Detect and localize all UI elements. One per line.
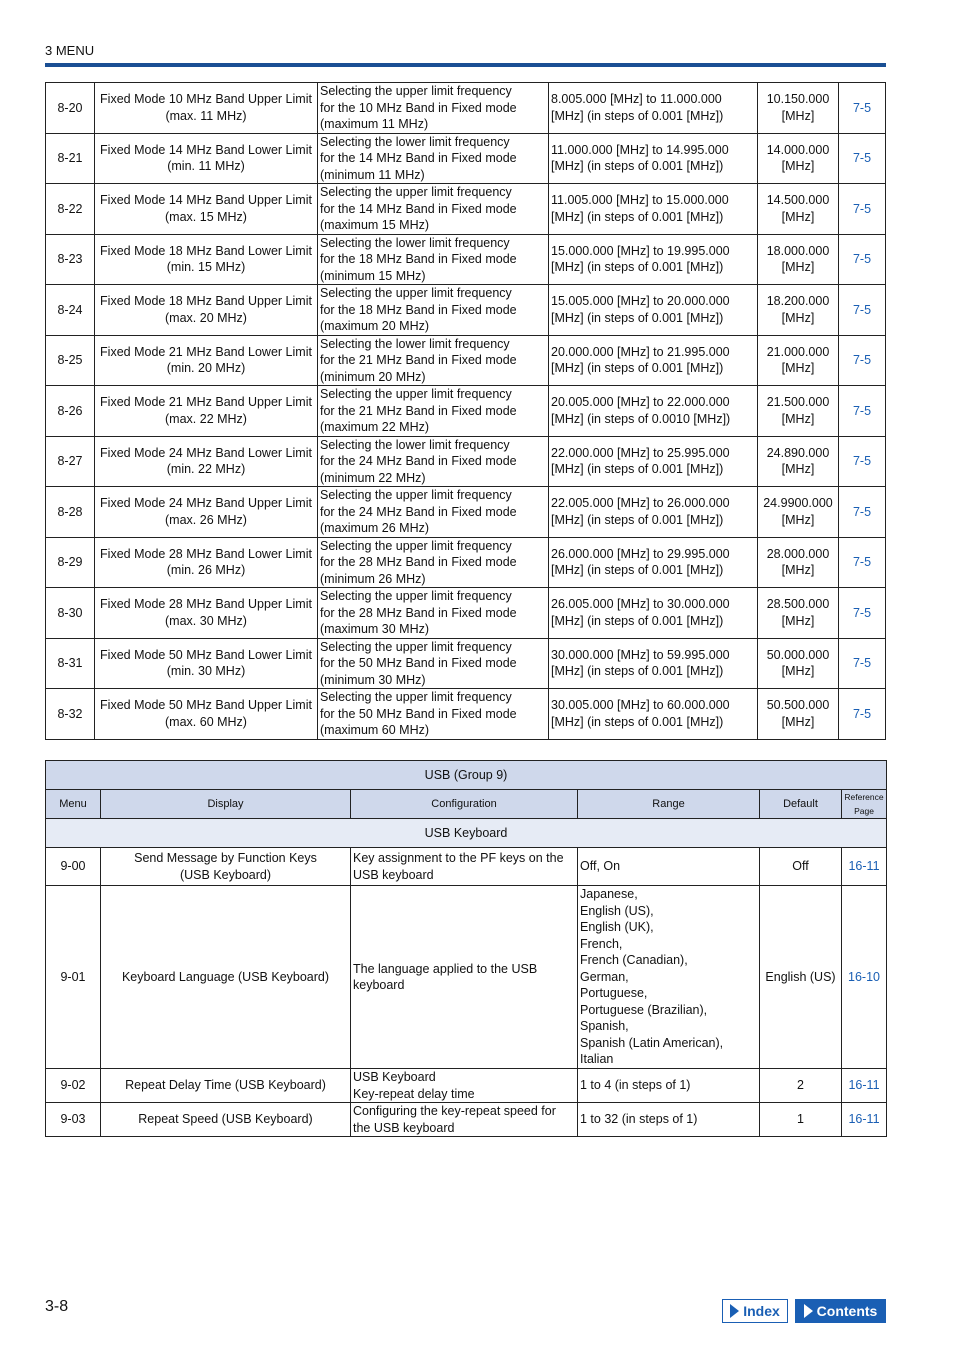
default-cell bbox=[758, 689, 839, 740]
configuration-line: (maximum 20 MHz) bbox=[320, 319, 430, 333]
configuration-cell bbox=[351, 886, 578, 1069]
display-line: (max. 20 MHz) bbox=[165, 310, 247, 325]
menu-number-cell: 9-00 bbox=[46, 848, 101, 886]
configuration-line: (maximum 30 MHz) bbox=[320, 622, 430, 636]
table-row bbox=[46, 487, 886, 538]
range-line: 22.000.000 [MHz] to 25.995.000 bbox=[551, 445, 730, 460]
default-cell: English (US) bbox=[760, 886, 842, 1069]
range-cell bbox=[549, 689, 758, 740]
menu-number-cell: 8-24 bbox=[46, 285, 95, 336]
column-header-configuration: Configuration bbox=[351, 790, 578, 819]
configuration-line: USB Keyboard bbox=[353, 1070, 436, 1084]
configuration-line: Selecting the upper limit frequency bbox=[320, 286, 512, 300]
range-line: [MHz] (in steps of 0.001 [MHz]) bbox=[551, 159, 724, 174]
range-line: [MHz] (in steps of 0.001 [MHz]) bbox=[551, 462, 724, 477]
range-cell bbox=[549, 335, 758, 386]
configuration-line: (minimum 11 MHz) bbox=[320, 167, 425, 182]
configuration-cell bbox=[318, 386, 549, 437]
range-line: 8.005.000 [MHz] to 11.000.000 bbox=[551, 92, 722, 107]
display-line: (min. 20 MHz) bbox=[166, 361, 246, 376]
configuration-cell bbox=[318, 638, 549, 689]
configuration-line: (minimum 20 MHz) bbox=[320, 369, 426, 384]
reference-page-link[interactable]: 16-11 bbox=[842, 1069, 887, 1103]
configuration-line: Selecting the upper limit frequency bbox=[320, 84, 512, 98]
configuration-line: for the 50 MHz Band in Fixed mode bbox=[320, 706, 517, 721]
header-rule bbox=[45, 63, 886, 67]
display-line: Fixed Mode 50 MHz Band Upper Limit bbox=[100, 698, 312, 713]
table-row bbox=[46, 234, 886, 285]
default-cell bbox=[758, 83, 839, 134]
configuration-line: Selecting the lower limit frequency bbox=[320, 336, 510, 351]
default-cell bbox=[758, 487, 839, 538]
range-cell bbox=[549, 588, 758, 639]
display-cell bbox=[95, 689, 318, 740]
menu-number-cell: 9-01 bbox=[46, 886, 101, 1069]
configuration-cell bbox=[351, 1069, 578, 1103]
range-line: 26.005.000 [MHz] to 30.000.000 bbox=[551, 597, 730, 612]
configuration-line: for the 50 MHz Band in Fixed mode bbox=[320, 656, 517, 670]
configuration-line: (maximum 26 MHz) bbox=[320, 521, 430, 535]
usb-group-table bbox=[45, 760, 887, 1137]
table-row bbox=[46, 1103, 887, 1137]
range-cell bbox=[549, 184, 758, 235]
range-line: [MHz] (in steps of 0.001 [MHz]) bbox=[551, 310, 724, 325]
configuration-line: for the 24 MHz Band in Fixed mode bbox=[320, 504, 517, 519]
table-row bbox=[46, 537, 886, 588]
configuration-line: for the 28 MHz Band in Fixed mode bbox=[320, 555, 517, 569]
default-line: [MHz] bbox=[781, 563, 815, 578]
range-line: 26.000.000 [MHz] to 29.995.000 bbox=[551, 546, 730, 561]
column-header-range: Range bbox=[578, 790, 760, 819]
fixed-mode-table bbox=[45, 82, 886, 740]
default-line: [MHz] bbox=[781, 411, 815, 426]
configuration-cell bbox=[318, 588, 549, 639]
page-number: 3-8 bbox=[45, 1298, 69, 1315]
range-line: [MHz] (in steps of 0.001 [MHz]) bbox=[551, 664, 724, 679]
reference-page-link[interactable]: 7-5 bbox=[839, 638, 886, 689]
reference-page-link[interactable]: 7-5 bbox=[839, 335, 886, 386]
configuration-cell bbox=[318, 487, 549, 538]
display-line: Fixed Mode 21 MHz Band Upper Limit bbox=[100, 395, 312, 410]
display-line: Repeat Delay Time (USB Keyboard) bbox=[125, 1078, 326, 1093]
range-line: English (UK), bbox=[580, 920, 654, 935]
page-header-line: Page bbox=[854, 806, 874, 816]
range-line: 20.000.000 [MHz] to 21.995.000 bbox=[551, 344, 730, 359]
range-line: Spanish (Latin American), bbox=[580, 1035, 724, 1050]
configuration-line: Selecting the upper limit frequency bbox=[320, 589, 512, 603]
range-line: 15.005.000 [MHz] to 20.000.000 bbox=[551, 294, 730, 309]
configuration-cell bbox=[318, 83, 549, 134]
configuration-line: The language applied to the USB bbox=[353, 961, 538, 976]
default-line: [MHz] bbox=[781, 108, 815, 123]
column-header-reference-page bbox=[842, 790, 887, 819]
display-cell bbox=[95, 285, 318, 336]
display-line: (max. 26 MHz) bbox=[165, 512, 247, 527]
configuration-line: Selecting the upper limit frequency bbox=[320, 538, 512, 553]
default-line: 50.500.000 bbox=[766, 698, 830, 713]
default-line: [MHz] bbox=[781, 310, 815, 325]
configuration-cell bbox=[318, 335, 549, 386]
table-row bbox=[46, 133, 886, 184]
configuration-cell bbox=[318, 184, 549, 235]
configuration-line: Configuring the key-repeat speed for bbox=[353, 1104, 556, 1118]
reference-page-link[interactable]: 7-5 bbox=[839, 588, 886, 639]
display-line: Fixed Mode 50 MHz Band Lower Limit bbox=[100, 647, 312, 662]
range-line: English (US), bbox=[580, 903, 654, 918]
configuration-line: (maximum 22 MHz) bbox=[320, 420, 430, 434]
range-line: 30.000.000 [MHz] to 59.995.000 bbox=[551, 647, 730, 662]
menu-number-cell: 8-32 bbox=[46, 689, 95, 740]
configuration-line: (minimum 30 MHz) bbox=[320, 672, 426, 687]
configuration-line: Selecting the lower limit frequency bbox=[320, 134, 510, 149]
display-line: Repeat Speed (USB Keyboard) bbox=[138, 1112, 313, 1127]
default-line: [MHz] bbox=[781, 664, 815, 679]
reference-header-line: Reference bbox=[844, 792, 884, 802]
menu-number-cell: 8-22 bbox=[46, 184, 95, 235]
display-line: (max. 22 MHz) bbox=[165, 411, 247, 426]
reference-page-link[interactable]: 7-5 bbox=[839, 436, 886, 487]
reference-page-link[interactable]: 7-5 bbox=[839, 133, 886, 184]
range-cell bbox=[549, 487, 758, 538]
configuration-line: the USB keyboard bbox=[353, 1120, 455, 1135]
default-line: 14.000.000 bbox=[766, 142, 830, 157]
display-line: Send Message by Function Keys bbox=[134, 851, 317, 865]
column-header-default: Default bbox=[760, 790, 842, 819]
reference-page-link[interactable]: 7-5 bbox=[839, 537, 886, 588]
configuration-line: for the 21 MHz Band in Fixed mode bbox=[320, 403, 517, 418]
table-row bbox=[46, 638, 886, 689]
display-line: Fixed Mode 18 MHz Band Lower Limit bbox=[100, 243, 312, 258]
display-cell bbox=[95, 83, 318, 134]
display-line: (USB Keyboard) bbox=[179, 867, 271, 882]
range-line: [MHz] (in steps of 0.001 [MHz]) bbox=[551, 512, 724, 527]
reference-page-link[interactable]: 16-11 bbox=[842, 848, 887, 886]
range-line: [MHz] (in steps of 0.001 [MHz]) bbox=[551, 260, 724, 275]
range-line: Off, On bbox=[580, 859, 621, 874]
display-line: (min. 15 MHz) bbox=[166, 260, 246, 275]
default-line: 18.200.000 bbox=[766, 294, 830, 309]
configuration-line: Selecting the upper limit frequency bbox=[320, 690, 512, 704]
default-line: 21.000.000 bbox=[766, 344, 830, 359]
table-row bbox=[46, 83, 886, 134]
range-line: [MHz] (in steps of 0.001 [MHz]) bbox=[551, 613, 724, 628]
menu-number-cell: 8-28 bbox=[46, 487, 95, 538]
range-cell bbox=[549, 83, 758, 134]
reference-page-link[interactable]: 7-5 bbox=[839, 285, 886, 336]
configuration-line: (maximum 15 MHz) bbox=[320, 218, 430, 232]
configuration-line: for the 21 MHz Band in Fixed mode bbox=[320, 353, 517, 367]
menu-number-cell: 8-29 bbox=[46, 537, 95, 588]
configuration-line: for the 18 MHz Band in Fixed mode bbox=[320, 252, 517, 266]
range-line: French, bbox=[580, 936, 623, 951]
range-line: [MHz] (in steps of 0.001 [MHz]) bbox=[551, 714, 724, 729]
reference-page-link[interactable]: 7-5 bbox=[839, 487, 886, 538]
display-cell bbox=[95, 234, 318, 285]
range-line: German, bbox=[580, 969, 629, 984]
range-cell bbox=[549, 638, 758, 689]
configuration-line: Selecting the upper limit frequency bbox=[320, 639, 512, 654]
display-cell bbox=[95, 133, 318, 184]
menu-number-cell: 9-03 bbox=[46, 1103, 101, 1137]
default-line: [MHz] bbox=[781, 260, 815, 275]
column-header-display: Display bbox=[101, 790, 351, 819]
display-line: (max. 30 MHz) bbox=[165, 613, 247, 628]
reference-page-link[interactable]: 16-10 bbox=[842, 886, 887, 1069]
display-cell bbox=[101, 886, 351, 1069]
default-cell bbox=[758, 234, 839, 285]
column-header-menu: Menu bbox=[46, 790, 101, 819]
range-line: Italian bbox=[580, 1052, 614, 1067]
default-line: 24.890.000 bbox=[766, 445, 830, 460]
configuration-line: (minimum 15 MHz) bbox=[320, 268, 426, 283]
configuration-line: for the 14 MHz Band in Fixed mode bbox=[320, 201, 517, 216]
default-line: 14.500.000 bbox=[766, 193, 830, 208]
table-row bbox=[46, 588, 886, 639]
default-cell bbox=[758, 588, 839, 639]
range-line: 30.005.000 [MHz] to 60.000.000 bbox=[551, 698, 730, 713]
configuration-cell bbox=[318, 234, 549, 285]
page-header-title: 3 MENU bbox=[45, 43, 95, 58]
configuration-line: keyboard bbox=[353, 978, 405, 992]
reference-page-link[interactable]: 7-5 bbox=[839, 386, 886, 437]
range-line: 1 to 4 (in steps of 1) bbox=[580, 1078, 691, 1093]
configuration-line: Selecting the lower limit frequency bbox=[320, 235, 510, 250]
display-cell bbox=[95, 487, 318, 538]
usb-group-title: USB (Group 9) bbox=[46, 761, 887, 790]
range-cell bbox=[549, 537, 758, 588]
table-row bbox=[46, 285, 886, 336]
range-cell bbox=[549, 386, 758, 437]
contents-button-label: Contents bbox=[816, 1303, 878, 1319]
display-cell bbox=[95, 335, 318, 386]
range-line: 15.000.000 [MHz] to 19.995.000 bbox=[551, 243, 730, 258]
range-line: [MHz] (in steps of 0.0010 [MHz]) bbox=[551, 411, 731, 426]
configuration-cell bbox=[351, 848, 578, 886]
display-line: (max. 60 MHz) bbox=[165, 714, 247, 729]
default-cell bbox=[758, 537, 839, 588]
display-cell bbox=[95, 588, 318, 639]
display-cell bbox=[95, 436, 318, 487]
display-line: Fixed Mode 21 MHz Band Lower Limit bbox=[100, 344, 312, 359]
table-row bbox=[46, 436, 886, 487]
display-line: (min. 22 MHz) bbox=[166, 462, 246, 477]
configuration-line: Selecting the upper limit frequency bbox=[320, 387, 512, 401]
default-cell bbox=[758, 285, 839, 336]
play-arrow-icon bbox=[730, 1304, 739, 1318]
default-line: [MHz] bbox=[781, 714, 815, 729]
menu-number-cell: 8-23 bbox=[46, 234, 95, 285]
default-cell bbox=[758, 133, 839, 184]
display-cell bbox=[101, 1103, 351, 1137]
reference-page-link[interactable]: 7-5 bbox=[839, 689, 886, 740]
range-cell bbox=[578, 1069, 760, 1103]
table-row bbox=[46, 689, 886, 740]
table-row bbox=[46, 1069, 887, 1103]
index-button[interactable] bbox=[722, 1299, 788, 1323]
display-cell bbox=[95, 638, 318, 689]
default-cell: Off bbox=[760, 848, 842, 886]
range-cell bbox=[549, 234, 758, 285]
menu-number-cell: 8-20 bbox=[46, 83, 95, 134]
range-line: [MHz] (in steps of 0.001 [MHz]) bbox=[551, 563, 724, 578]
default-cell: 1 bbox=[760, 1103, 842, 1137]
configuration-line: for the 14 MHz Band in Fixed mode bbox=[320, 151, 517, 165]
default-cell bbox=[758, 386, 839, 437]
range-line: Portuguese (Brazilian), bbox=[580, 1002, 708, 1017]
range-cell bbox=[578, 1103, 760, 1137]
table-row bbox=[46, 335, 886, 386]
configuration-line: for the 24 MHz Band in Fixed mode bbox=[320, 454, 517, 468]
configuration-cell bbox=[318, 537, 549, 588]
default-line: [MHz] bbox=[781, 209, 815, 224]
display-line: Fixed Mode 28 MHz Band Lower Limit bbox=[100, 546, 312, 561]
configuration-cell bbox=[318, 285, 549, 336]
range-line: 11.005.000 [MHz] to 15.000.000 bbox=[551, 193, 729, 208]
table-row bbox=[46, 886, 887, 1069]
display-line: Fixed Mode 14 MHz Band Lower Limit bbox=[100, 142, 312, 157]
menu-number-cell: 9-02 bbox=[46, 1069, 101, 1103]
contents-button[interactable] bbox=[795, 1299, 886, 1323]
default-cell: 2 bbox=[760, 1069, 842, 1103]
range-cell bbox=[578, 886, 760, 1069]
default-line: 50.000.000 bbox=[766, 647, 830, 662]
display-cell bbox=[95, 537, 318, 588]
display-line: Fixed Mode 14 MHz Band Upper Limit bbox=[100, 193, 312, 208]
range-line: Japanese, bbox=[580, 887, 638, 902]
range-cell bbox=[578, 848, 760, 886]
display-cell bbox=[101, 1069, 351, 1103]
table-row bbox=[46, 386, 886, 437]
default-line: [MHz] bbox=[781, 159, 815, 174]
reference-page-link[interactable]: 16-11 bbox=[842, 1103, 887, 1137]
menu-number-cell: 8-30 bbox=[46, 588, 95, 639]
menu-number-cell: 8-25 bbox=[46, 335, 95, 386]
default-line: 28.500.000 bbox=[766, 597, 830, 612]
configuration-line: Key assignment to the PF keys on the bbox=[353, 851, 564, 865]
configuration-line: (minimum 22 MHz) bbox=[320, 470, 426, 485]
display-cell bbox=[95, 184, 318, 235]
default-line: [MHz] bbox=[781, 462, 815, 477]
default-cell bbox=[758, 184, 839, 235]
configuration-line: Key-repeat delay time bbox=[353, 1086, 475, 1101]
reference-page-link[interactable]: 7-5 bbox=[839, 234, 886, 285]
range-line: [MHz] (in steps of 0.001 [MHz]) bbox=[551, 108, 724, 123]
play-arrow-icon bbox=[804, 1304, 813, 1318]
range-cell bbox=[549, 133, 758, 184]
default-line: 24.9900.000 bbox=[763, 496, 833, 511]
configuration-cell bbox=[318, 436, 549, 487]
range-line: [MHz] (in steps of 0.001 [MHz]) bbox=[551, 209, 724, 224]
range-cell bbox=[549, 285, 758, 336]
reference-page-link[interactable]: 7-5 bbox=[839, 184, 886, 235]
table-row bbox=[46, 184, 886, 235]
range-line: Portuguese, bbox=[580, 986, 648, 1001]
display-line: Fixed Mode 28 MHz Band Upper Limit bbox=[100, 597, 312, 612]
index-button-label: Index bbox=[743, 1303, 780, 1319]
range-line: 11.000.000 [MHz] to 14.995.000 bbox=[551, 142, 729, 157]
configuration-line: for the 10 MHz Band in Fixed mode bbox=[320, 100, 517, 115]
range-line: Spanish, bbox=[580, 1019, 629, 1034]
menu-number-cell: 8-26 bbox=[46, 386, 95, 437]
display-line: (min. 11 MHz) bbox=[167, 159, 245, 174]
configuration-line: USB keyboard bbox=[353, 867, 434, 882]
display-line: Fixed Mode 24 MHz Band Upper Limit bbox=[100, 496, 312, 511]
display-line: (min. 26 MHz) bbox=[166, 563, 246, 578]
default-line: 28.000.000 bbox=[766, 546, 830, 561]
reference-page-link[interactable]: 7-5 bbox=[839, 83, 886, 134]
display-line: Fixed Mode 18 MHz Band Upper Limit bbox=[100, 294, 312, 309]
configuration-line: Selecting the upper limit frequency bbox=[320, 488, 512, 502]
configuration-line: (maximum 60 MHz) bbox=[320, 723, 430, 737]
display-line: (max. 15 MHz) bbox=[165, 209, 247, 224]
display-line: Fixed Mode 24 MHz Band Lower Limit bbox=[100, 445, 312, 460]
default-cell bbox=[758, 638, 839, 689]
display-line: Fixed Mode 10 MHz Band Upper Limit bbox=[100, 92, 312, 107]
display-line: (max. 11 MHz) bbox=[165, 108, 247, 123]
display-line: (min. 30 MHz) bbox=[166, 664, 246, 679]
range-line: 1 to 32 (in steps of 1) bbox=[580, 1112, 698, 1127]
range-line: 20.005.000 [MHz] to 22.000.000 bbox=[551, 395, 730, 410]
default-cell bbox=[758, 335, 839, 386]
range-cell bbox=[549, 436, 758, 487]
configuration-line: Selecting the lower limit frequency bbox=[320, 437, 510, 452]
default-line: 21.500.000 bbox=[766, 395, 830, 410]
range-line: French (Canadian), bbox=[580, 953, 688, 968]
configuration-line: (minimum 26 MHz) bbox=[320, 571, 426, 586]
default-line: 18.000.000 bbox=[766, 243, 830, 258]
configuration-line: Selecting the upper limit frequency bbox=[320, 185, 512, 199]
default-line: [MHz] bbox=[781, 512, 815, 527]
default-line: [MHz] bbox=[781, 361, 815, 376]
configuration-line: for the 28 MHz Band in Fixed mode bbox=[320, 605, 517, 620]
menu-number-cell: 8-21 bbox=[46, 133, 95, 184]
configuration-cell bbox=[318, 689, 549, 740]
menu-number-cell: 8-31 bbox=[46, 638, 95, 689]
usb-keyboard-section-title: USB Keyboard bbox=[46, 819, 887, 848]
default-line: [MHz] bbox=[781, 613, 815, 628]
default-cell bbox=[758, 436, 839, 487]
default-line: 10.150.000 bbox=[766, 92, 830, 107]
display-line: Keyboard Language (USB Keyboard) bbox=[121, 969, 330, 984]
configuration-line: for the 18 MHz Band in Fixed mode bbox=[320, 302, 517, 317]
display-cell bbox=[101, 848, 351, 886]
display-cell bbox=[95, 386, 318, 437]
range-line: 22.005.000 [MHz] to 26.000.000 bbox=[551, 496, 730, 511]
configuration-cell bbox=[351, 1103, 578, 1137]
range-line: [MHz] (in steps of 0.001 [MHz]) bbox=[551, 361, 724, 376]
menu-number-cell: 8-27 bbox=[46, 436, 95, 487]
configuration-cell bbox=[318, 133, 549, 184]
table-row bbox=[46, 848, 887, 886]
configuration-line: (maximum 11 MHz) bbox=[320, 117, 429, 131]
